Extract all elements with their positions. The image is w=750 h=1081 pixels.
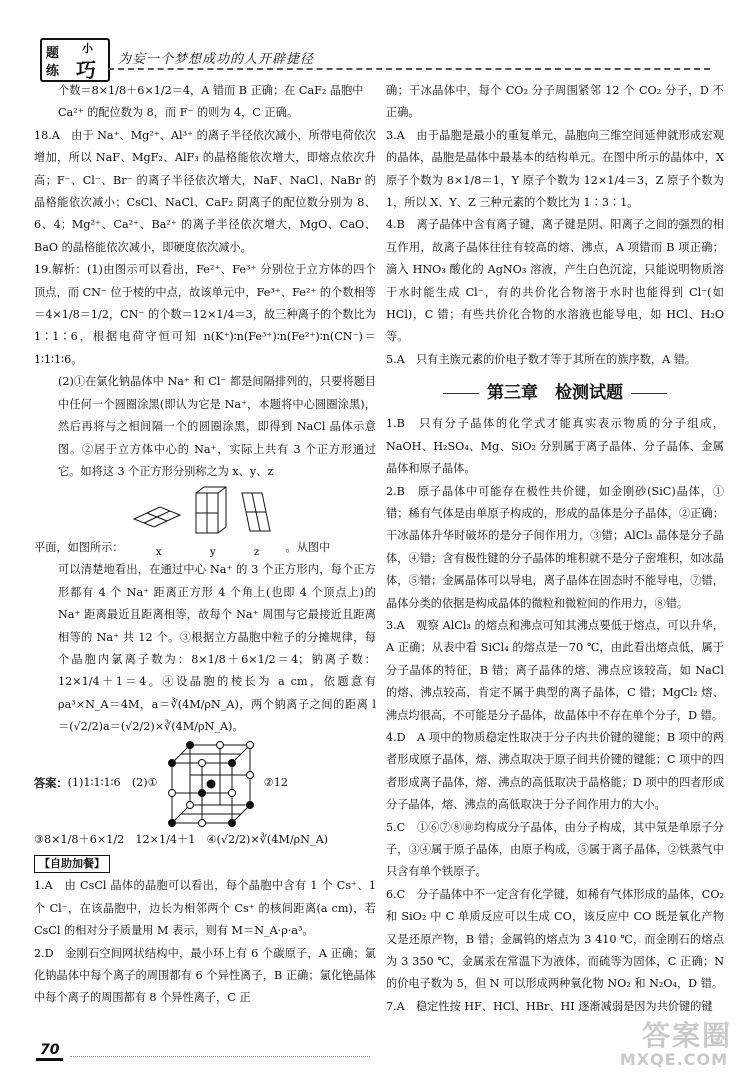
c-answer-7: 7.A 稳定性按 HF、HCl、HBr、HI 逐渐减弱是因为共价键的键 [386, 999, 713, 1013]
q17-continuation-line2: Ca²⁺ 的配位数为 8，而 F⁻ 的则为 4，C 正确。 [58, 106, 299, 120]
page-number: 70 [36, 1042, 63, 1061]
q17-continuation-line1: 个数＝8×1/8＋6×1/2＝4，A 错而 B 正确；在 CaF₂ 晶胞中 [58, 84, 364, 97]
plane-after-text: 。从图中 [285, 540, 331, 554]
answer-part1: (1)1∶1∶1∶6 (2)① [67, 776, 158, 790]
answer-row [34, 739, 376, 829]
c-answer-4: 4.D A 项中的物质稳定性取决于分子内共价键的键能；B 项中的两者形成原子晶体，熔、沸点取决于原子间共价键的键能；C 项中的四者形成离子晶体，熔、沸点的高低取决于晶格能；D 项中的四者形成分子晶体，熔、沸点的高低取决于分子间作用力的大小。 [386, 730, 724, 812]
r-answer-4: 4.B 离子晶体中含有离子键，离子键是阴、阳离子之间的强烈的相互作用，故离子晶体往往有较高的熔、沸点，A 项错而 B 项正确；滴入 HNO₃ 酸化的 AgNO₃ 溶液，产生白色沉淀，只能说明物质溶于水时能生成 Cl⁻，有的共价化合物溶于水时也能得到 Cl⁻(如 HCl)，C 错；有些共价化合物的水溶液也能导电，如 HCl、H₂O 等。 [386, 218, 724, 344]
extra-practice-heading: 【自助加餐】 [34, 855, 110, 873]
right-column [386, 80, 724, 1018]
header-slogan: 为妄一个梦想成功的人开辟捷径 [118, 52, 315, 67]
answer-part2: ②12 [263, 776, 288, 790]
plane-y-figure [196, 487, 226, 533]
answer-label: 答案： [34, 776, 68, 791]
fig-label-z: z [253, 547, 259, 559]
plane-figures-svg [130, 485, 280, 559]
chapter-heading [386, 383, 724, 403]
fig-label-x: x [155, 547, 162, 559]
logo-char-ti: 题 [46, 46, 60, 61]
answer-19-part2: (2)①在氯化钠晶体中 Na⁺ 和 Cl⁻ 都是间隔排列的，只要将题目中任何一个圆圈涂黑(即认为它是 Na⁺，本题将中心圆圈涂黑)，然后再将与之相间隔一个的圆圈涂黑，即得到 NaCl 晶体示意图。②居于立方体中心的 Na⁺，实际上共有 3 个正方形通过它。如将这 3 个正方形分别称之为 x、y、z [58, 375, 376, 478]
fig-label-y: y [209, 547, 216, 559]
watermark-logo: 答案圈 [641, 1019, 732, 1052]
c-answer-1: 1.B 只有分子晶体的化学式才能真实表示物质的分子组成，NaOH、H₂SO₄、Mg、SiO₂ 分别属于离子晶体、分子晶体、金属晶体和原子晶体。 [386, 417, 724, 476]
footer-rule [70, 1056, 370, 1057]
chapter-title: 第三章 检测试题 [487, 383, 623, 404]
c-answer-5: 5.C ①⑥⑦⑧⑩均构成分子晶体，由分子构成，其中氖是单原子分子，③④属于原子晶体，由原子构成，⑤属于离子晶体，②铁蒸气中只含有单个铁原子。 [386, 820, 724, 879]
plane-label: 平面，如图所示： [34, 540, 124, 554]
extra-answer-1: 1.A 由 CsCl 晶体的晶胞可以看出，每个晶胞中含有 1 个 Cs⁺、1 个 Cl⁻，在该晶胞中，边长为相邻两个 Cs⁺ 的核间距离(a cm)，若 CsCl 的相对分子质量用 M 表示，则有 M＝N_A·ρ·a³。 [34, 879, 376, 938]
header-logo [40, 38, 110, 82]
answer-19-part1: 19.解析：(1)由图示可以看出，Fe²⁺、Fe³⁺ 分别位于立方体的四个顶点，而 CN⁻ 位于棱的中点，故该单元中，Fe³⁺、Fe²⁺ 的个数相等＝4×1/8＝1/2，CN⁻ 的个数＝12×1/4＝3，故三种离子的个数比为 1∶1∶6，根据电荷守恒可知 n(K⁺)∶n(Fe³⁺)∶n(Fe²⁺)∶n(CN⁻)＝1∶1∶1∶6。 [34, 263, 376, 366]
logo-char-xiao: 小 [82, 42, 93, 55]
r-answer-3: 3.A 由于晶胞是最小的重复单元，晶胞向三维空间延伸就形成宏观的晶体，晶胞是晶体中最基本的结构单元。在图中所示的晶体中，X 原子个数为 8×1/8＝1，Y 原子个数为 12×1/4＝3，Z 原子个数为 1，所以 X、Y、Z 三种元素的个数比为 1∶3∶1。 [386, 128, 724, 210]
plane-figures [34, 483, 376, 559]
answer-19-part3: 可以清楚地看出，在通过中心 Na⁺ 的 3 个正方形内，每个正方形都有 4 个 Na⁺ 距离正方形 4 个角上(也即 4 个顶点上)的 Na⁺ 距离最近且距离相等，故每个 Na⁺ 周围与它最接近且距离相等的 Na⁺ 共 12 个。③根据立方晶胞中粒子的分摊规律，每个晶胞内氯离子数为：8×1/8＋6×1/2＝4；钠离子数：12×1/4＋1＝4。④设晶胞的棱长为 a cm，依题意有 ρa³×N_A＝4M，a＝∛(4M/ρN_A)，两个钠离子之间的距离 l＝(√2/2)a＝(√2/2)×∛(4M/ρN_A)。 [58, 563, 376, 734]
logo-char-lian: 练 [46, 64, 60, 79]
answer-18: 18.A 由于 Na⁺、Mg²⁺、Al³⁺ 的离子半径依次减小，所带电荷依次增加，所以 NaF、MgF₂、AlF₃ 的晶格能依次增大，即熔点依次升高；F⁻、Cl⁻、Br⁻ 的离子半径依次增大，NaF、NaCl、NaBr 的晶格能依次减小；CsCl、NaCl、CaF₂ 阴离子的配位数分别为 8、6、4；Mg²⁺、Ca²⁺、Ba²⁺ 的离子半径依次增大，MgO、CaO、BaO 的晶格能依次减小，即硬度依次减小。 [34, 128, 376, 254]
extra-answer-2: 2.D 金刚石空间网状结构中，最小环上有 6 个碳原子，A 正确；氯化钠晶体中每个离子的周围都有 6 个异性离子，B 正确；氯化铯晶体中每个离子的周围都有 8 个异性离子，C 正 [34, 946, 376, 1005]
plane-x-figure [134, 507, 180, 527]
answer-part3: ③8×1/8＋6×1/2 12×1/4＋1 ④(√2/2)×∛(4M/ρN_A) [34, 832, 329, 846]
plane-z-figure [242, 493, 270, 531]
watermark-url: MXQE.COM [619, 1050, 728, 1069]
left-column [34, 80, 376, 1010]
c-answer-3: 3.A 观察 AlCl₃ 的熔点和沸点可知其沸点要低于熔点，可以升华，A 正确；从表中看 SiCl₄ 的熔点是－70 ℃，由此看出熔点低，属于分子晶体的特征，B 错；离子晶体的熔、沸点应该较高，如 NaCl 的熔、沸点较高，肯定不属于典型的离子晶体，C 错；MgCl₂ 熔、沸点均很高，不可能是分子晶体，故晶体中不存在单个分子，D 错。 [386, 618, 724, 722]
c-answer-6: 6.C 分子晶体中不一定含有化学键，如稀有气体形成的晶体，CO₂ 和 SiO₂ 中 C 单质反应可以生成 CO，该反应中 CO 既是氧化产物又是还原产物，B 错；金属钨的熔点为 3 410 ℃，而金刚石的熔点为 3 350 ℃，金属汞在常温下为液体，而硫等为固体，C 正确；N 的价电子数为 5，但 N 可以形成两种氧化物 NO₂ 和 N₂O₄，D 错。 [386, 887, 724, 991]
logo-char-qiao: 巧 [76, 58, 96, 82]
c-answer-2: 2.B 原子晶体中可能存在极性共价键，如金刚砂(SiC)晶体，①错；稀有气体是由单原子构成的，形成的晶体是分子晶体，②正确；干冰晶体升华时破坏的是分子间作用力，③错；AlCl₃ 晶体是分子晶体，④错；含有极性键的分子晶体的堆积就不是分子密堆积，如冰晶体，⑤错；金属晶体可以导电，离子晶体在固态时不能导电，⑦错，晶体分类的依据是构成晶体的微粒和微粒间的作用力，⑧错。 [386, 484, 724, 610]
header-divider [108, 68, 710, 70]
r-answer-5: 5.A 只有主族元素的价电子数才等于其所在的族序数，A 错。 [386, 352, 697, 366]
r-continuation: 确；干冰晶体中，每个 CO₂ 分子周围紧邻 12 个 CO₂ 分子，D 不正确。 [386, 84, 724, 120]
nacl-lattice-figure [166, 739, 256, 829]
